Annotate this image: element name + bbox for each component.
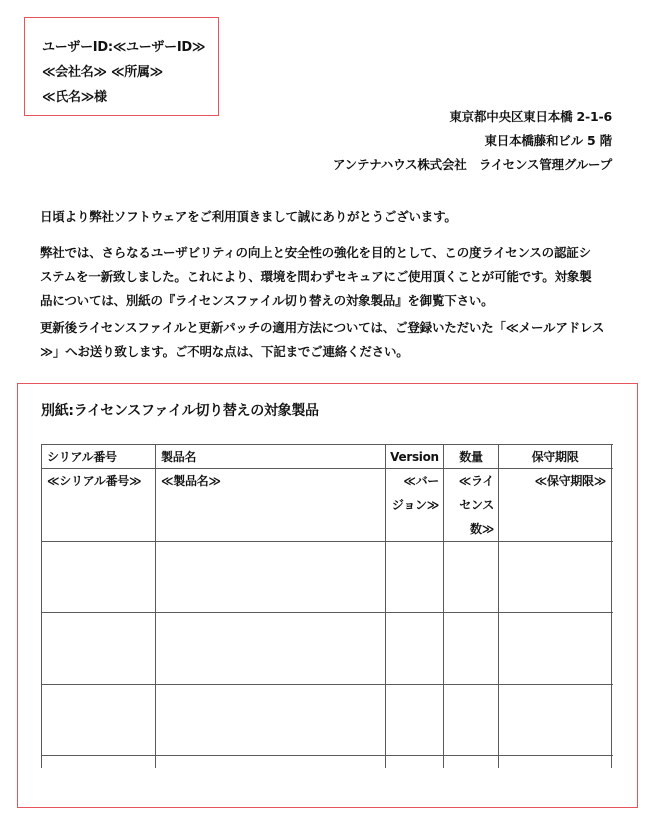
sender-organization: アンテナハウス株式会社 ライセンス管理グループ [332, 157, 612, 172]
header-serial-number: シリアル番号 [47, 450, 117, 464]
recipient-name: ≪氏名≫様 [42, 90, 107, 105]
delivery-line: 更新後ライセンスファイルと更新パッチの適用方法については、ご登録いただいた「≪メールアドレス [40, 320, 605, 335]
cell-quantity-line: 数≫ [470, 522, 494, 536]
cell-serial-number: ≪シリアル番号≫ [47, 474, 142, 488]
table-column-line [41, 444, 42, 768]
cell-support-end: ≪保守期限≫ [534, 474, 606, 488]
notice-paragraph [40, 241, 620, 313]
cell-version [386, 469, 439, 517]
recipient-user-id: ユーザーID:≪ユーザーID≫ [42, 40, 206, 55]
table-column-line [155, 444, 156, 768]
delivery-paragraph [40, 316, 620, 364]
cell-version-line: ≪バー [403, 474, 439, 488]
table-column-line [611, 444, 612, 768]
cell-quantity [444, 469, 494, 541]
table-row-divider [41, 612, 613, 613]
table-row-divider [41, 541, 613, 542]
sender-address-line1: 東京都中央区東日本橋 2-1-6 [449, 109, 612, 124]
table-row-divider [41, 755, 613, 756]
cell-version-line: ジョン≫ [391, 498, 439, 512]
header-product-name: 製品名 [161, 450, 197, 464]
table-row-divider [41, 684, 613, 685]
notice-line: 弊社では、さらなるユーザビリティの向上と安全性の強化を目的として、この度ライセンスの認証シ [40, 245, 591, 260]
cell-quantity-line: ≪ライ [458, 474, 494, 488]
cell-quantity-line: センス [459, 498, 494, 512]
header-version: Version [390, 450, 439, 464]
greeting-paragraph: 日頃より弊社ソフトウェアをご利用頂きまして誠にありがとうございます。 [40, 209, 457, 224]
sender-address-line2: 東日本橋藤和ビル 5 階 [484, 133, 612, 148]
cell-product-name: ≪製品名≫ [161, 474, 221, 488]
notice-line: 品については、別紙の『ライセンスファイル切り替えの対象製品』を御覧下さい。 [40, 293, 494, 308]
header-quantity: 数量 [459, 450, 483, 464]
delivery-line: ≫」へお送り致します。ご不明な点は、下記までご連絡ください。 [40, 344, 409, 359]
header-support-end: 保守期限 [531, 450, 579, 464]
notice-line: ステムを一新致しました。これにより、環境を問わずセキュアにご使用頂くことが可能です。対象製 [40, 269, 592, 284]
attachment-title: 別紙:ライセンスファイル切り替えの対象製品 [41, 403, 319, 419]
recipient-company: ≪会社名≫ ≪所属≫ [42, 65, 163, 80]
